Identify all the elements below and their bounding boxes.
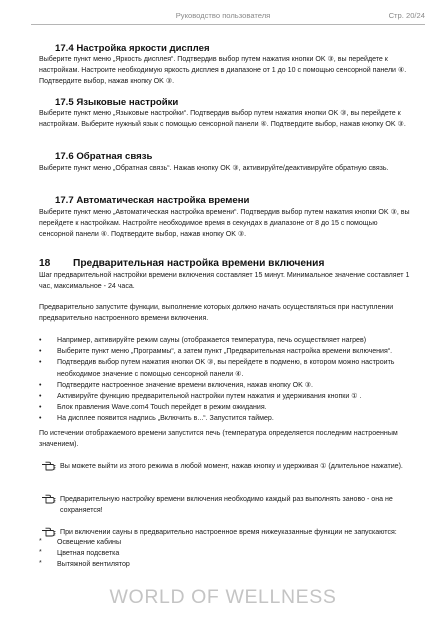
bullet-icon: • — [39, 337, 42, 344]
asterisk-bullet: * — [39, 538, 42, 545]
list-item: * Цветная подсветка — [39, 549, 120, 558]
note-functions-not-started: При включении сауны в предварительно настроенное время нижеуказанные функции не запускаются: — [41, 527, 413, 538]
section-18-title — [39, 258, 324, 269]
section-18-paragraph: Предварительно запустите функции, выполнение которых должно начать осуществляться при наступлении предварительно настроенного времени включения. — [39, 304, 394, 323]
section-18-intro: Шаг предварительной настройки времени включения составляет 15 минут. Минимальное значение составляет 1 час, максимальное - 24 часа. — [39, 272, 410, 291]
bullet-icon: • — [39, 415, 42, 423]
note-exit-mode: Вы можете выйти из этого режима в любой момент, нажав кнопку и удерживая ① (длительное нажатие). — [41, 461, 413, 472]
instruction-list — [39, 335, 414, 425]
section-18-number: 18 — [39, 258, 51, 269]
section-17-6-title: 17.6 Обратная связь — [55, 151, 153, 162]
feature-list — [39, 537, 130, 571]
list-item: • Выберите пункт меню „Программы“, а затем пункт „Предварительная настройка времени включения“. — [39, 346, 414, 357]
list-item: * Вытяжной вентилятор — [39, 560, 130, 569]
footer-brand: WORLD OF WELLNESS — [109, 586, 337, 608]
section-17-5-text: Выберите пункт меню „Языковые настройки“. Подтвердив выбор путем нажатия кнопки OK ③, вы перейдете к настройкам. Выберите нужный язык с помощью сенсорной панели ④. Подтвердите выбор, нажав кнопку OK ③. — [39, 110, 406, 129]
list-item: • На дисплее появится надпись „Включить в...“. Запустится таймер. — [39, 413, 414, 424]
list-item: * Освещение кабины — [39, 538, 122, 546]
bullet-icon: • — [39, 348, 42, 356]
bullet-icon: • — [39, 381, 42, 389]
bullet-icon: • — [39, 393, 42, 401]
section-17-4-text: Выберите пункт меню „Яркость дисплея“. Подтвердив выбор путем нажатия кнопки OK ③, вы перейдете к настройкам. Настроите необходимую яркость дисплея в диапазоне от 1 до 10 с помощью сенсорной панели ④. Подтвердите выбор, нажав кнопку OK ③. — [39, 56, 407, 86]
list-item: • Подтвердите настроенное значение времени включения, нажав кнопку OK ③. — [39, 380, 414, 391]
list-item: • Активируйте функцию предварительной настройки путем нажатия и удерживания кнопки ① . — [39, 391, 414, 402]
section-17-5-title: 17.5 Языковые настройки — [55, 97, 179, 108]
bullet-icon: • — [39, 404, 42, 412]
list-item: • Подтвердив выбор путем нажатия кнопки OK ③, вы перейдете в подменю, в котором можно настроить необходимое значение с помощью сенсорной панели ④. — [39, 359, 395, 378]
section-17-4-title: 17.4 Настройка яркости дисплея — [55, 43, 210, 54]
hand-pointing-icon — [41, 460, 57, 472]
note-not-saved: Предварительную настройку времени включения необходимо каждый раз выполнять заново - она не сохраняется! — [41, 494, 413, 516]
page-number: Стр. 20/24 — [388, 11, 425, 20]
list-item: • Например, активируйте режим сауны (отображается температура, печь осуществляет нагрев) — [39, 335, 414, 346]
section-18-heading: Предварительная настройка времени включения — [73, 258, 325, 269]
section-18-after-text: По истечении отображаемого времени запустится печь (температура определяется последним настроенным значением). — [39, 430, 398, 449]
page-header — [0, 0, 446, 20]
section-17-7-text: Выберите пункт меню „Автоматическая настройка времени“. Подтвердив выбор путем нажатия кнопки OK ③, вы перейдете к настройкам. Настройте необходимое время в секундах в диапазоне от 8 до 15 с помощью сенсорной панели ④. Подтвердите выбор, нажав кнопку OK ③. — [39, 209, 410, 239]
asterisk-bullet: * — [39, 549, 42, 557]
asterisk-bullet: * — [39, 560, 42, 568]
section-17-7-title: 17.7 Автоматическая настройка времени — [55, 195, 250, 206]
document-title: Руководство пользователя — [175, 11, 271, 20]
section-17-6-text: Выберите пункт меню „Обратная связь“. Нажав кнопку OK ③, активируйте/деактивируйте обратную связь. — [39, 165, 389, 172]
list-item: • Блок правления Wave.com4 Touch перейдет в режим ожидания. — [39, 402, 414, 413]
header-divider — [31, 24, 425, 25]
bullet-icon: • — [39, 359, 42, 367]
hand-pointing-icon — [41, 493, 57, 505]
